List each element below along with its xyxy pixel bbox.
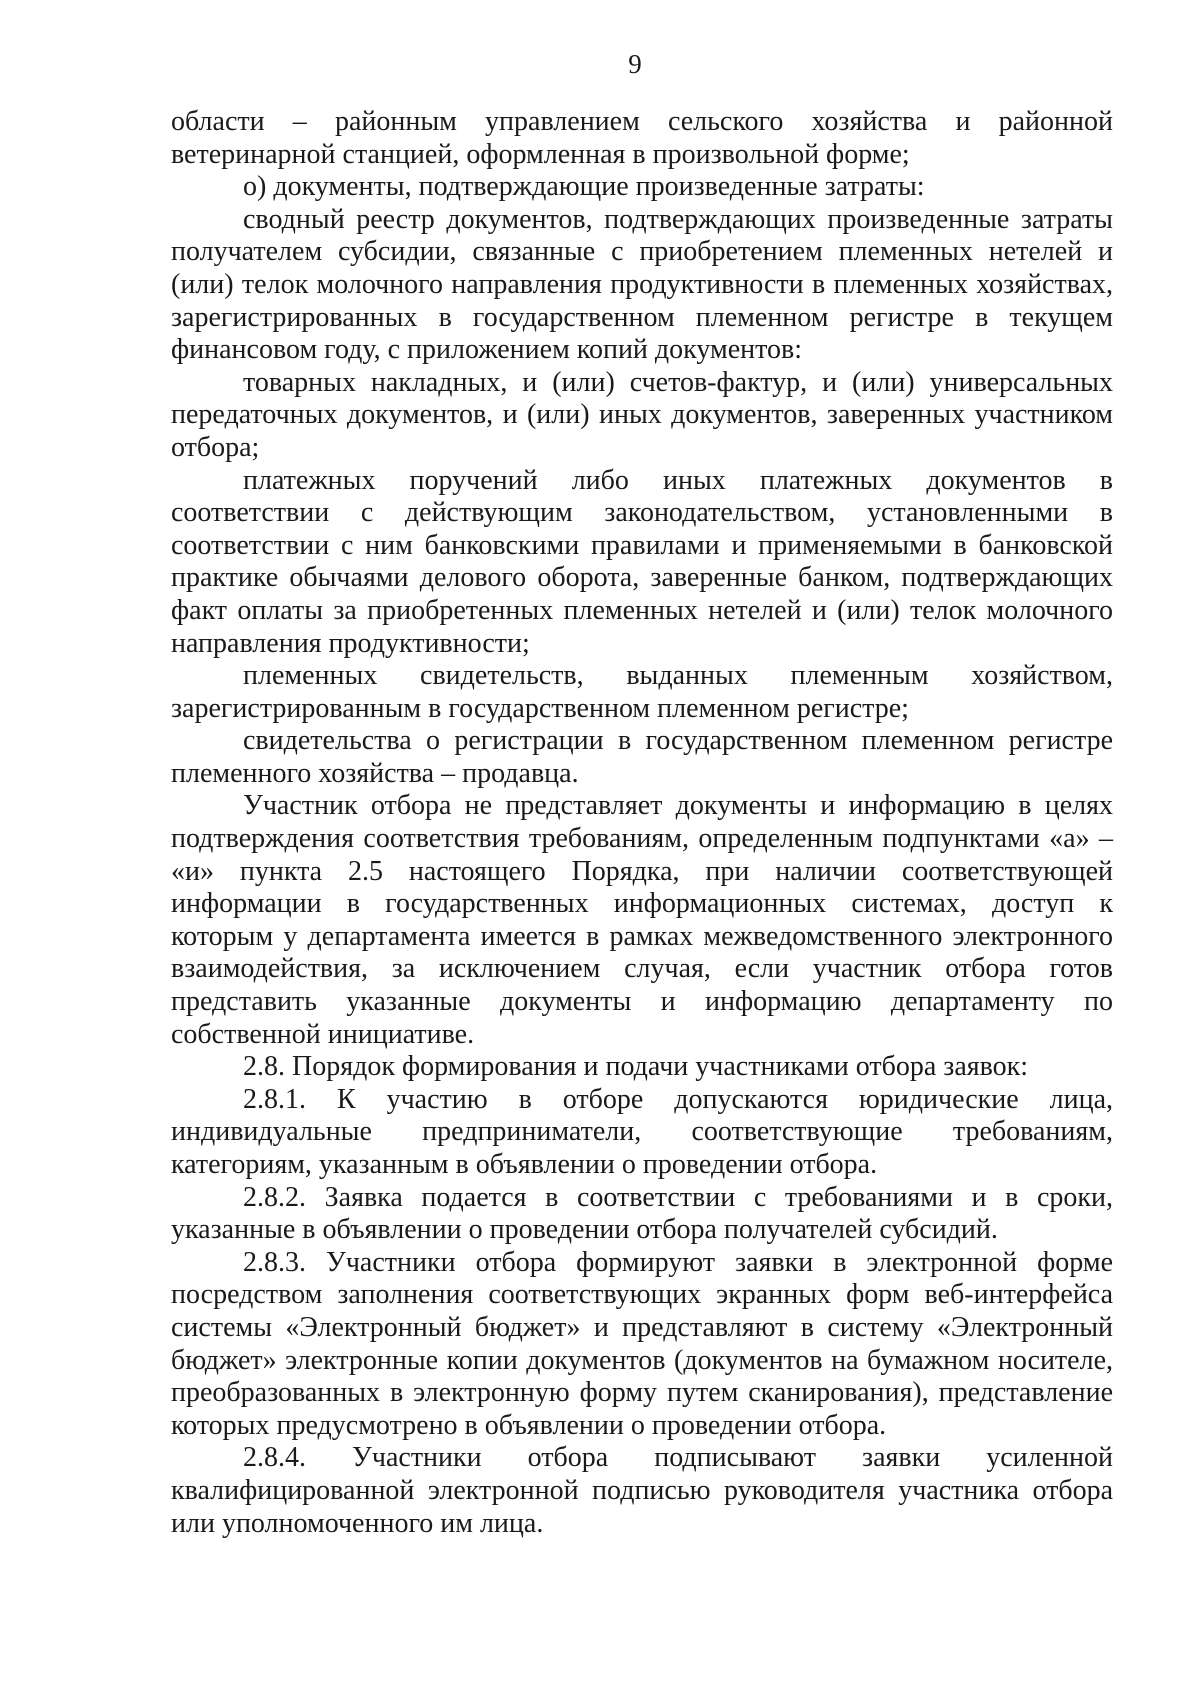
paragraph: сводный реестр документов, подтверждающих произведенные затраты получателем субсидии, связанные с приобретением племенных нетелей и (или) телок молочного направления продуктивности в племенных хозяйствах, зарегистрированных в государственном племенном регистре в текущем финансовом году, с приложением копий документов: — [171, 203, 1113, 366]
section-heading: 2.8. Порядок формирования и подачи участниками отбора заявок: — [243, 1051, 1029, 1083]
paragraph: области – районным управлением сельского хозяйства и районной ветеринарной станцией, оформленная в произвольной форме; — [171, 106, 1113, 170]
paragraph: свидетельства о регистрации в государственном племенном регистре племенного хозяйства – продавца. — [171, 725, 1113, 789]
paragraph: 2.8.1. К участию в отборе допускаются юридические лица, индивидуальные предприниматели, соответствующие требованиям, категориям, указанным в объявлении о проведении отбора. — [171, 1083, 1113, 1180]
paragraph: 2.8.4. Участники отбора подписывают заявки усиленной квалифицированной электронной подписью руководителя участника отбора или уполномоченного им лица. — [171, 1442, 1113, 1539]
paragraph: племенных свидетельств, выданных племенным хозяйством, зарегистрированным в государственном племенном регистре; — [171, 660, 1113, 724]
paragraph: товарных накладных, и (или) счетов-фактур, и (или) универсальных передаточных документов, и (или) иных документов, заверенных участником отбора; — [171, 366, 1113, 463]
page-number: 9 — [628, 49, 642, 79]
paragraph: о) документы, подтверждающие произведенные затраты: — [243, 171, 925, 203]
document-body — [171, 106, 1113, 1540]
paragraph: 2.8.2. Заявка подается в соответствии с требованиями и в сроки, указанные в объявлении о проведении отбора получателей субсидий. — [171, 1181, 1113, 1246]
paragraph: 2.8.3. Участники отбора формируют заявки в электронной форме посредством заполнения соответствующих экранных форм веб-интерфейса системы «Электронный бюджет» и представляют в систему «Электронный бюджет» электронные копии документов (документов на бумажном носителе, преобразованных в электронную форму путем сканирования), представление которых предусмотрено в объявлении о проведении отбора. — [171, 1246, 1113, 1441]
paragraph: Участник отбора не представляет документы и информацию в целях подтверждения соответствия требованиям, определенным подпунктами «а» – «и» пункта 2.5 настоящего Порядка, при наличии соответствующей информации в государственных информационных системах, доступ к которым у департамента имеется в рамках межведомственного электронного взаимодействия, за исключением случая, если участник отбора готов представить указанные документы и информацию департаменту по собственной инициативе. — [171, 790, 1113, 1050]
paragraph: платежных поручений либо иных платежных документов в соответствии с действующим законодательством, установленными в соответствии с ним банковскими правилами и применяемыми в банковской практике обычаями делового оборота, заверенные банком, подтверждающих факт оплаты за приобретенных племенных нетелей и (или) телок молочного направления продуктивности; — [171, 464, 1113, 659]
